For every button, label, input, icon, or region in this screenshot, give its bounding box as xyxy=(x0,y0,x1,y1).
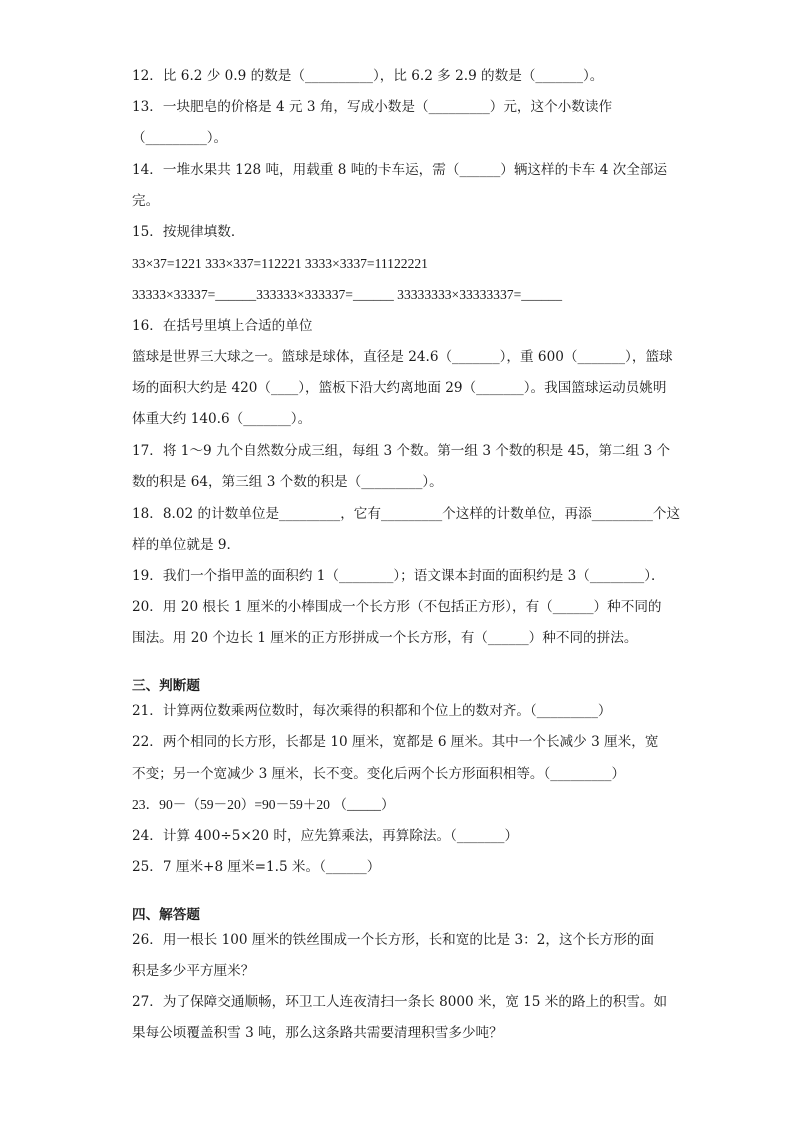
question-24: 24．计算 400÷5×20 时，应先算乘法，再算除法。（_______） xyxy=(132,828,519,844)
question-20-cont: 围法。用 20 个边长 1 厘米的正方形拼成一个长方形，有（______）种不同的拼法。 xyxy=(132,630,638,646)
question-16-line-2: 场的面积大约是 420（____），篮板下沿大约离地面 29（_______）。我国篮球运动员姚明 xyxy=(132,380,667,396)
question-12: 12．比 6.2 少 0.9 的数是（__________），比 6.2 多 2.9 的数是（_______）。 xyxy=(132,68,604,84)
question-26-cont: 积是多少平方厘米？ xyxy=(132,963,255,979)
question-22-cont: 不变；另一个宽减少 3 厘米，长不变。变化后两个长方形面积相等。（_________） xyxy=(132,766,626,782)
question-17-cont: 数的积是 64，第三组 3 个数的积是（_________）。 xyxy=(132,474,443,490)
question-14: 14．一堆水果共 128 吨，用载重 8 吨的卡车运，需（______）辆这样的卡车 4 次全部运 xyxy=(132,162,668,178)
question-19: 19．我们一个指甲盖的面积约 1（________）；语文课本封面的面积约是 3（________）． xyxy=(132,568,665,584)
question-15: 15．按规律填数． xyxy=(132,224,245,240)
question-16-line-1: 篮球是世界三大球之一。篮球是球体，直径是 24.6（_______），重 600（_______），篮球 xyxy=(132,349,673,365)
question-25: 25．7 厘米+8 厘米=1.5 米。（______） xyxy=(132,859,381,875)
question-21: 21．计算两位数乘两位数时，每次乘得的积都和个位上的数对齐。（_________） xyxy=(132,703,612,719)
question-15-pattern: 33×37=1221 333×337=112221 3333×3337=11122221 xyxy=(132,256,428,271)
section-judge-title: 三、判断题 xyxy=(132,678,200,694)
question-16-line-3: 体重大约 140.6（_______）。 xyxy=(132,411,312,427)
question-26: 26．用一根长 100 厘米的铁丝围成一个长方形，长和宽的比是 3：2，这个长方形的面 xyxy=(132,932,655,948)
question-22: 22．两个相同的长方形，长都是 10 厘米，宽都是 6 厘米。其中一个长减少 3 厘米，宽 xyxy=(132,734,659,750)
question-23: 23．90－（59－20）=90－59＋20 （_____） xyxy=(132,797,395,812)
question-15-blanks: 33333×33337=______333333×333337=______ 33333333×33333337=______ xyxy=(132,287,563,302)
question-27: 27．为了保障交通顺畅，环卫工人连夜清扫一条长 8000 米，宽 15 米的路上的积雪。如 xyxy=(132,994,668,1010)
question-13: 13．一块肥皂的价格是 4 元 3 角，写成小数是（_________）元，这个小数读作 xyxy=(132,99,613,115)
question-18: 18．8.02 的计数单位是_________，它有_________个这样的计数单位，再添_________个这 xyxy=(132,506,681,522)
question-20: 20．用 20 根长 1 厘米的小棒围成一个长方形（不包括正方形），有（______）种不同的 xyxy=(132,599,662,615)
question-18-cont: 样的单位就是 9． xyxy=(132,537,241,553)
question-17: 17．将 1～9 九个自然数分成三组，每组 3 个数。第一组 3 个数的积是 45，第二组 3 个 xyxy=(132,443,671,459)
section-answer-title: 四、解答题 xyxy=(132,907,200,923)
question-16: 16．在括号里填上合适的单位 xyxy=(132,318,313,334)
question-14-cont: 完。 xyxy=(132,193,160,209)
question-27-cont: 果每公顷覆盖积雪 3 吨，那么这条路共需要清理积雪多少吨？ xyxy=(132,1025,503,1041)
question-13-cont: （_________）。 xyxy=(132,130,228,146)
